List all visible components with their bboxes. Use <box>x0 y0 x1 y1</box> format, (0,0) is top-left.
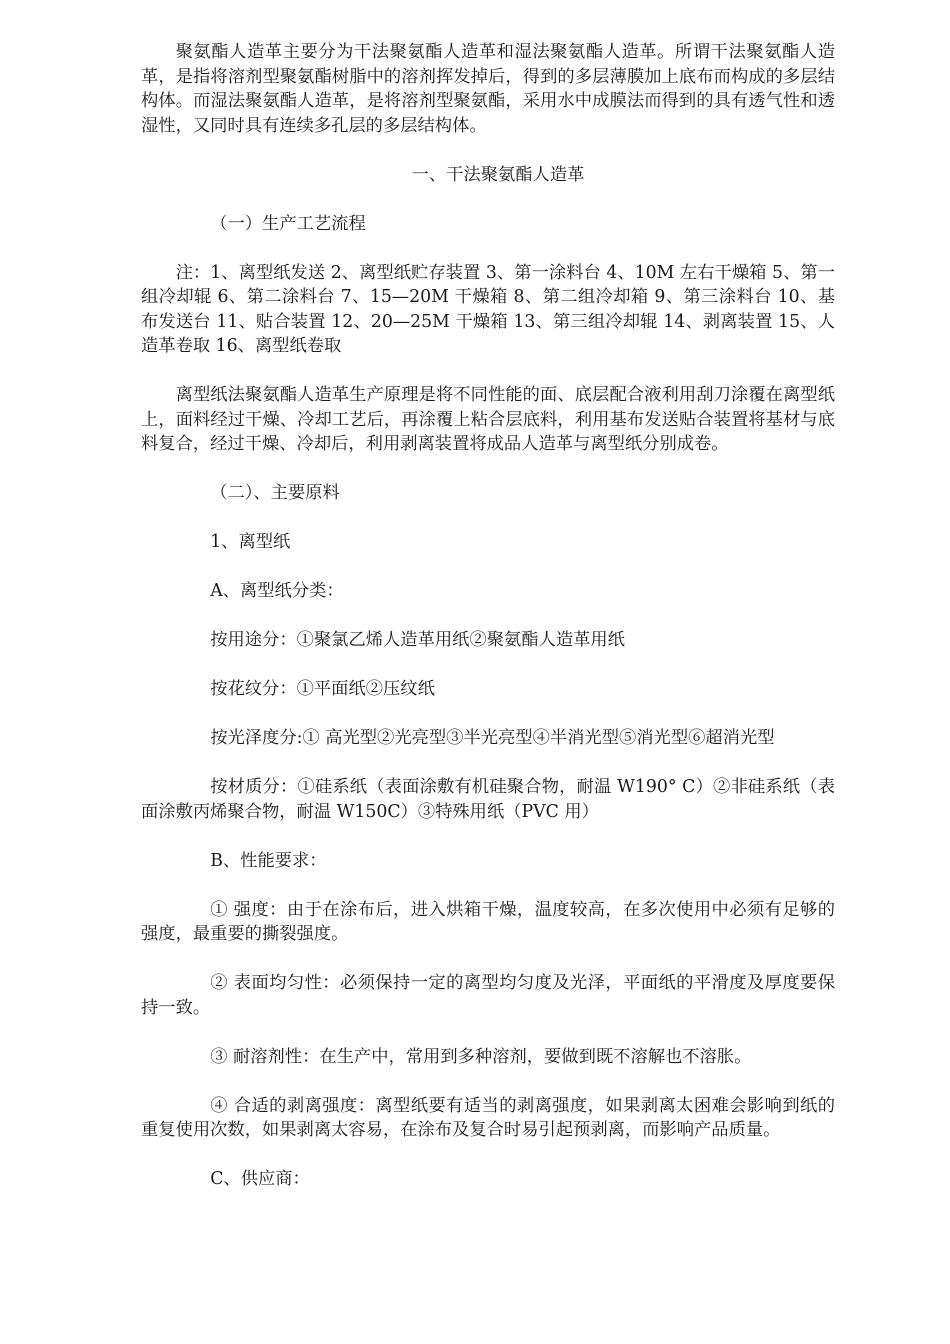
heading-c-suppliers: C、供应商： <box>210 1169 310 1189</box>
section-heading: 一、干法聚氨酯人造革 <box>411 164 585 185</box>
intro-paragraph: 聚氨酯人造革主要分为干法聚氨酯人造革和湿法聚氨酯人造革。所谓干法聚氨酯人造革，是指将溶剂型聚氨酯树脂中的溶剂挥发掉后，得到的多层薄膜加上底布而构成的多层结构体。而湿法聚氨酯人造革，是将溶剂型聚氨酯，采用水中成膜法而得到的具有透气性和透湿性，又同时具有连续多孔层的多层结构体。 <box>141 42 835 136</box>
item-release-paper: 1、离型纸 <box>210 532 291 552</box>
process-note-paragraph: 注：1、离型纸发送 2、离型纸贮存装置 3、第一涂料台 4、10M 左右干燥箱 5、第一组冷却辊 6、第二涂料台 7、15—20M 干燥箱 8、第二组冷却箱 9、第三涂料台 10、基布发送台 11、贴合装置 12、20—25M 干燥箱 13、第三组冷却辊 14、剥离装置 15、人造革卷取 16、离型纸卷取 <box>141 262 835 356</box>
requirement-peel-strength: ④ 合适的剥离强度：离型纸要有适当的剥离强度，如果剥离太困难会影响到纸的重复使用次数，如果剥离太容易，在涂布及复合时易引起预剥离，而影响产品质量。 <box>141 1095 835 1140</box>
subsection-heading-materials: （二）、主要原料 <box>210 483 340 503</box>
subsection-heading-process: （一）生产工艺流程 <box>210 213 366 234</box>
document-page <box>141 40 835 1192</box>
classification-by-use: 按用途分：①聚氯乙烯人造革用纸②聚氨酯人造革用纸 <box>210 630 625 650</box>
requirement-surface-uniformity: ② 表面均匀性：必须保持一定的离型均匀度及光泽，平面纸的平滑度及厚度要保持一致。 <box>141 973 835 1018</box>
heading-a-classification: A、离型纸分类： <box>210 581 344 601</box>
requirement-solvent-resistance: ③ 耐溶剂性：在生产中，常用到多种溶剂，要做到既不溶解也不溶胀。 <box>210 1046 752 1067</box>
classification-by-material: 按材质分：①硅系纸（表面涂敷有机硅聚合物，耐温 W190° C）②非硅系纸（表面涂敷丙烯聚合物，耐温 W150C）③特殊用纸（PVC 用） <box>141 777 835 822</box>
heading-b-requirements: B、性能要求： <box>210 850 327 871</box>
principle-paragraph: 离型纸法聚氨酯人造革生产原理是将不同性能的面、底层配合液利用刮刀涂覆在离型纸上，面料经过干燥、冷却工艺后，再涂覆上粘合层底料，利用基布发送贴合装置将基材与底料复合，经过干燥、冷却后，利用剥离装置将成品人造革与离型纸分别成卷。 <box>141 385 835 454</box>
classification-by-gloss: 按光泽度分:① 高光型②光亮型③半光亮型④半消光型⑤消光型⑥超消光型 <box>210 728 775 748</box>
classification-by-pattern: 按花纹分：①平面纸②压纹纸 <box>210 679 435 699</box>
requirement-strength: ① 强度：由于在涂布后，进入烘箱干燥，温度较高，在多次使用中必须有足够的强度，最重要的撕裂强度。 <box>141 899 835 944</box>
